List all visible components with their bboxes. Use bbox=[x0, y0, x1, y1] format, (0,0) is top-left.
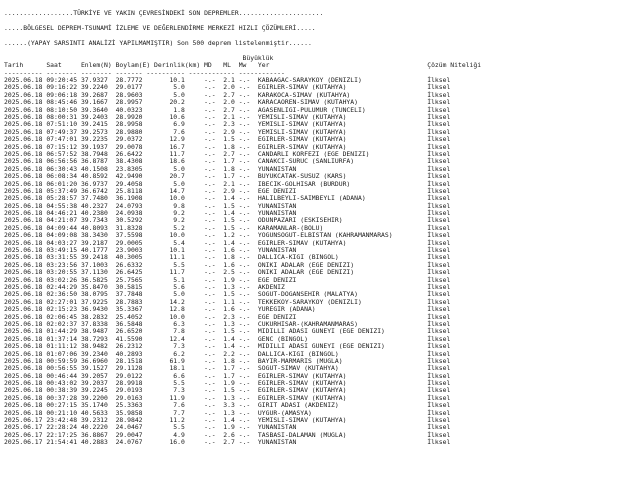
table-row: 2025.06.18 06:30:43 40.1508 23.8305 5.0 -.- 1.8 -.- YUNANISTAN İlksel bbox=[4, 164, 451, 173]
table-row: 2025.06.17 22:28:24 40.2220 24.0467 5.5 -.- 1.9 -.- YUNANISTAN İlksel bbox=[4, 423, 451, 432]
table-row: 2025.06.18 01:37:14 38.7293 41.5590 12.4 -.- 1.4 -.- GENC (BINGOL) İlksel bbox=[4, 334, 451, 343]
table-row: 2025.06.18 04:55:38 40.2327 24.0793 9.8 -.- 1.5 -.- YUNANISTAN İlksel bbox=[4, 201, 451, 210]
table-row: 2025.06.18 02:27:01 37.9225 28.7883 14.2 -.- 1.1 -.- TEKKEKOY-SARAYKOY (DENIZLI) İlksel bbox=[4, 297, 451, 306]
table-row: 2025.06.18 00:37:28 39.2200 29.0163 11.9 -.- 1.3 -.- EGIRLER-SIMAV (KUTAHYA) İlksel bbox=[4, 393, 451, 402]
table-row: 2025.06.18 04:21:07 39.7343 30.5292 9.2 -.- 1.5 -.- ODUNPAZARI (ESKISEHIR) İlksel bbox=[4, 216, 451, 225]
table-row: 2025.06.18 00:27:15 35.1740 25.3363 7.6 -.- 3.3 -.- GIRIT ADASI (AKDENIZ) İlksel bbox=[4, 401, 451, 410]
column-separator: ---------- -------- -------- ------- ---------- ------------ ------------ bbox=[4, 68, 285, 77]
table-row: 2025.06.18 03:31:55 39.2418 40.3005 11.1 -.- 1.8 -.- DALLICA-KIGI (BINGOL) İlksel bbox=[4, 253, 451, 262]
header-title: ..................TÜRKİYE VE YAKIN ÇEVRESİNDEKİ SON DEPREMLER...................... bbox=[4, 9, 324, 18]
column-header bbox=[0, 55, 640, 70]
table-row: 2025.06.18 02:36:50 38.0795 37.7848 5.0 -.- 1.5 -.- SOGUT-DOGANSEHIR (MALATYA) İlksel bbox=[4, 290, 451, 299]
table-row: 2025.06.18 03:20:55 37.1130 26.6425 11.7 -.- 2.5 -.- ONIKI ADALAR (EGE DENIZI) İlksel bbox=[4, 268, 451, 277]
table-row: 2025.06.18 03:02:26 36.5825 25.7565 5.1 -.- 1.9 -.- EGE DENIZI İlksel bbox=[4, 275, 451, 284]
earthquake-table bbox=[0, 77, 640, 447]
table-row: 2025.06.18 02:44:29 35.8470 30.5815 5.6 -.- 1.3 -.- AKDENIZ İlksel bbox=[4, 283, 451, 291]
table-row: 2025.06.18 07:15:12 39.1937 29.0078 16.7 -.- 1.8 -.- EGIRLER-SIMAV (KUTAHYA) İlksel bbox=[4, 142, 451, 151]
table-row: 2025.06.18 09:20:45 37.9327 28.7772 10.1 -.- 2.1 -.- KABAAGAC-SARAYKOY (DENIZLI) İlksel bbox=[4, 76, 451, 85]
table-row: 2025.06.18 00:56:55 39.1527 29.1128 18.1 -.- 1.7 -.- SOGUT-SIMAV (KUTAHYA) İlksel bbox=[4, 364, 451, 373]
table-row: 2025.06.18 07:51:10 39.2415 28.9958 6.9 -.- 2.3 -.- YEMISLI-SIMAV (KUTAHYA) İlksel bbox=[4, 120, 451, 129]
table-row: 2025.06.18 03:23:56 37.1003 26.6332 5.5 -.- 1.6 -.- ONIKI ADALAR (EGE DENIZI) İlksel bbox=[4, 260, 451, 269]
table-row: 2025.06.18 00:38:39 39.2245 29.0193 7.3 -.- 1.5 -.- EGIRLER-SIMAV (KUTAHYA) İlksel bbox=[4, 386, 451, 395]
table-row: 2025.06.18 08:10:50 39.3640 40.0323 1.8 -.- 2.7 -.- AGASENLIGI-PULUMUR (TUNCELI) İlksel bbox=[4, 105, 451, 114]
table-row: 2025.06.18 06:08:34 40.8592 42.9490 20.7 -.- 1.7 -.- BUYUKCATAK-SUSUZ (KARS) İlksel bbox=[4, 172, 451, 181]
table-row: 2025.06.18 08:45:46 39.1667 28.9957 20.2 -.- 2.0 -.- KARACAOREN-SIMAV (KUTAHYA) İlksel bbox=[4, 98, 451, 107]
table-row: 2025.06.18 06:56:56 36.8787 38.4308 18.6 -.- 1.7 -.- CANAKCI-SURUC (SANLIURFA) İlksel bbox=[4, 157, 451, 166]
table-row: 2025.06.18 07:49:37 39.2573 28.9880 7.6 -.- 2.9 -.- YEMISLI-SIMAV (KUTAHYA) İlksel bbox=[4, 127, 451, 136]
table-row: 2025.06.18 00:21:10 40.5633 35.9858 7.7 -.- 1.3 -.- UYGUR-(AMASYA) İlksel bbox=[4, 408, 451, 417]
table-row: 2025.06.18 00:59:59 36.6960 28.1518 61.9 -.- 1.8 -.- BAYIR-MARMARIS (MUGLA) İlksel bbox=[4, 356, 451, 365]
table-row: 2025.06.18 00:43:02 39.2037 28.9918 5.5 -.- 1.9 -.- EGIRLER-SIMAV (KUTAHYA) İlksel bbox=[4, 379, 451, 388]
table-row: 2025.06.18 04:09:44 40.8093 31.8328 5.2 -.- 1.5 -.- KARAMANLAR-(BOLU) İlksel bbox=[4, 223, 451, 232]
table-row: 2025.06.18 07:47:01 39.2235 29.0372 12.9 -.- 1.5 -.- EGIRLER-SIMAV (KUTAHYA) İlksel bbox=[4, 135, 451, 144]
table-row: 2025.06.17 23:42:48 39.2312 28.9842 11.2 -.- 1.4 -.- YEMISLI-SIMAV (KUTAHYA) İlksel bbox=[4, 416, 451, 425]
table-row: 2025.06.18 09:16:22 39.2240 29.0177 5.0 -.- 2.0 -.- EGIRLER-SIMAV (KUTAHYA) İlksel bbox=[4, 83, 451, 92]
table-row: 2025.06.18 09:06:18 39.2687 28.9603 5.0 -.- 2.7 -.- KARAKOCA-SIMAV (KUTAHYA) İlksel bbox=[4, 90, 451, 99]
table-row: 2025.06.18 06:57:52 38.7948 26.6422 11.7 -.- 2.7 -.- CANDARLI KORFEZI (EGE DENIZI) İlksel bbox=[4, 149, 451, 158]
table-row: 2025.06.18 04:03:27 39.2187 29.0005 5.4 -.- 1.4 -.- EGIRLER-SIMAV (KUTAHYA) İlksel bbox=[4, 238, 451, 247]
table-row: 2025.06.18 01:11:12 38.9482 26.2312 7.3 -.- 1.4 -.- MIDILLI ADASI GUNEYI (EGE DENIZI) İlksel bbox=[4, 342, 451, 351]
table-row: 2025.06.18 05:28:57 37.7480 36.1908 10.0 -.- 1.4 -.- HALILBEYLI-SAIMBEYLI (ADANA) İlksel bbox=[4, 194, 451, 203]
report-header bbox=[0, 3, 640, 55]
table-row: 2025.06.18 02:06:45 38.2832 25.4052 10.0 -.- 2.3 -.- EGE DENIZI İlksel bbox=[4, 312, 451, 321]
header-subtitle: .....BÖLGESEL DEPREM-TSUNAMİ İZLEME VE DEĞERLENDİRME MERKEZİ HIZLI ÇÖZÜMLERİ..... bbox=[4, 24, 316, 33]
table-row: 2025.06.18 08:00:31 39.2403 28.9920 10.6 -.- 2.1 -.- YEMISLI-SIMAV (KUTAHYA) İlksel bbox=[4, 113, 451, 122]
column-header-labels: Tarih Saat Enlem(N) Boylam(E) Derinlik(km) MD ML Mw Yer Çözüm Niteliği bbox=[4, 61, 482, 70]
table-row: 2025.06.17 21:54:41 40.2883 24.0767 16.0 -.- 2.7 -.- YUNANISTAN İlksel bbox=[4, 438, 451, 447]
table-row: 2025.06.18 04:46:21 40.2380 24.0938 9.2 -.- 1.4 -.- YUNANISTAN İlksel bbox=[4, 209, 451, 218]
table-row: 2025.06.18 03:49:15 40.1777 23.9003 10.1 -.- 1.6 -.- YUNANISTAN İlksel bbox=[4, 246, 451, 255]
table-row: 2025.06.18 02:02:37 37.8338 36.5848 6.3 -.- 1.3 -.- CUKURHISAR-(KAHRAMANMARAS) İlksel bbox=[4, 319, 451, 328]
table-row: 2025.06.18 01:07:06 39.2340 40.2893 6.2 -.- 2.2 -.- DALLICA-KIGI (BINGOL) İlksel bbox=[4, 349, 451, 358]
table-row: 2025.06.17 22:17:25 36.8867 29.0047 4.9 -.- 2.6 -.- TASBASI-DALAMAN (MUGLA) İlksel bbox=[4, 430, 451, 439]
table-row: 2025.06.18 04:09:08 38.3430 37.5598 10.0 -.- 1.2 -.- YOGUNSOGUT-ELBISTAN (KAHRAMANMARAS) İlksel bbox=[4, 231, 451, 240]
table-row: 2025.06.18 01:44:29 38.9487 26.6520 7.8 -.- 1.5 -.- MIDILLI ADASI GUNEYI (EGE DENIZI) İlksel bbox=[4, 327, 451, 336]
table-row: 2025.06.18 02:15:23 36.9430 35.3367 12.8 -.- 1.6 -.- YUREGIR (ADANA) İlksel bbox=[4, 305, 451, 314]
column-header-magnitude-group: Büyüklük bbox=[4, 53, 274, 62]
header-note: ......(YAPAY SARSINTI ANALİZİ YAPILMAMIŞTIR) Son 500 deprem listelenmiştir...... bbox=[4, 39, 312, 48]
table-row: 2025.06.18 05:37:49 36.6742 25.8118 14.7 -.- 2.9 -.- EGE DENIZI İlksel bbox=[4, 186, 451, 195]
table-row: 2025.06.18 06:01:20 36.9737 29.4058 5.0 -.- 2.1 -.- IBECIK-GOLHISAR (BURDUR) İlksel bbox=[4, 179, 451, 188]
table-row: 2025.06.18 00:46:44 39.2057 29.0122 6.6 -.- 1.7 -.- EGIRLER-SIMAV (KUTAHYA) İlksel bbox=[4, 371, 451, 380]
